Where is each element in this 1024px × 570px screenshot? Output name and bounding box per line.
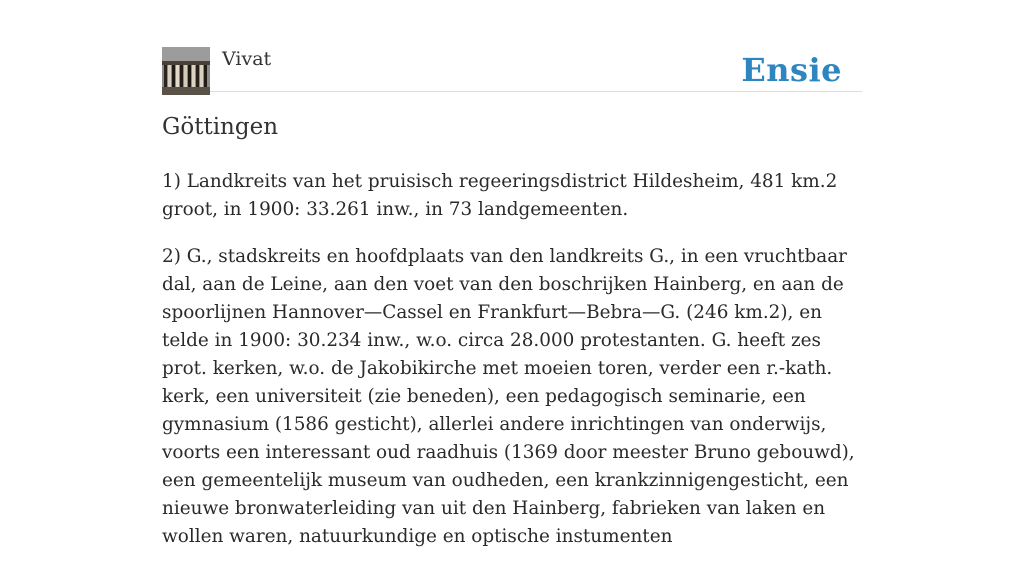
article-paragraph: 1) Landkreits van het pruisisch regeeringsdistrict Hildesheim, 481 km.2 groot, in 1900: 33.261 inw., in 73 landgemeenten.: [162, 171, 838, 220]
source-name[interactable]: Vivat: [222, 48, 272, 70]
brand-logo[interactable]: Ensie: [741, 51, 842, 89]
avatar-image: [162, 47, 210, 95]
article-body: [162, 168, 862, 570]
header: [162, 47, 862, 92]
article-paragraph: 2) G., stadskreits en hoofdplaats van den landkreits G., in een vruchtbaar dal, aan de Leine, aan den voet van den boschrijken Hainberg, en aan de spoorlijnen Hannover—Cassel en Frankfurt—Bebra—G. (246 km.2), en telde in 1900: 30.234 inw., w.o. circa 28.000 protestanten. G. heeft zes prot. kerken, w.o. de Jakobikirche met moeien toren, verder een r.-kath. kerk, een universiteit (zie beneden), een pedagogisch seminarie, een gymnasium (1586 gesticht), allerlei andere inrichtingen van onderwijs, voorts een interessant oud raadhuis (1369 door meester Bruno gebouwd), een gemeentelijk museum van oudheden, een krankzinnigengesticht, een nieuwe bronwaterleiding van uit den Hainberg, fabrieken van laken en wollen waren, natuurkundige en optische instumenten: [162, 246, 855, 547]
bookshelf-avatar-icon[interactable]: [162, 47, 210, 95]
page-title: Göttingen: [162, 114, 279, 140]
